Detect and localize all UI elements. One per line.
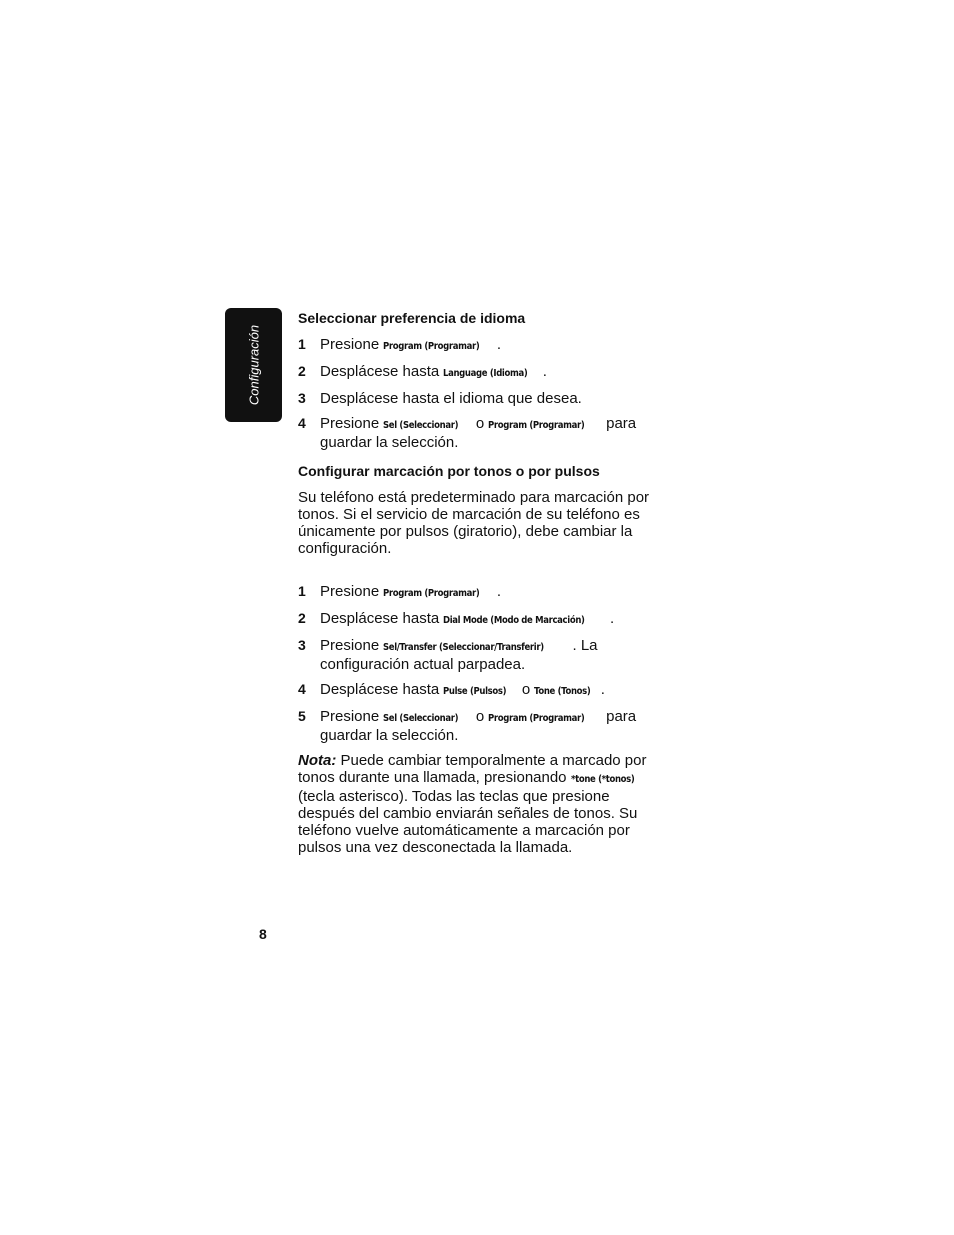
key-name: Language (Idioma): [443, 368, 528, 379]
step-number: 5: [298, 708, 306, 724]
step-text: Desplácese hasta: [320, 681, 444, 698]
step-text: Desplácese hasta el idioma que desea.: [320, 390, 582, 407]
step-number: 4: [298, 415, 306, 431]
step-item: [298, 681, 666, 700]
step-text: Desplácese hasta: [320, 363, 444, 380]
key-name: Program (Programar): [383, 588, 480, 599]
key-name: Sel/Transfer (Seleccionar/Transferir): [383, 642, 545, 653]
step-item: [298, 415, 666, 451]
step-text: para guardar la selección.: [320, 415, 637, 451]
key-name: Tone (Tonos): [534, 686, 591, 697]
step-number: 1: [298, 583, 306, 599]
note-text-post: (tecla asterisco). Todas las teclas que presione después del cambio enviarán señales de tonos. Su teléfono vuelve automáticamente a marcación por pulsos una vez desconectada la llamada.: [298, 788, 638, 856]
step-text: Presione: [320, 336, 384, 353]
step-number: 3: [298, 390, 306, 406]
key-name: Dial Mode (Modo de Marcación): [443, 615, 585, 626]
step-text: Desplácese hasta: [320, 610, 444, 627]
step-text: .: [496, 336, 502, 353]
step-item: [298, 336, 666, 355]
step-number: 2: [298, 363, 306, 379]
section-heading-dial-mode: Configurar marcación por tonos o por pulsos: [298, 463, 600, 479]
step-text: . La configuración actual parpadea.: [320, 637, 598, 673]
step-text: o: [471, 415, 489, 432]
section-heading-language: Seleccionar preferencia de idioma: [298, 310, 526, 326]
note-paragraph: [298, 752, 666, 856]
step-text: o: [471, 708, 489, 725]
note-text-pre: Puede cambiar temporalmente a marcado por tonos durante una llamada, presionando: [298, 752, 647, 786]
key-name: Sel (Seleccionar): [383, 713, 459, 724]
step-text: .: [496, 583, 502, 600]
step-text: .: [542, 363, 547, 380]
step-text: .: [600, 681, 605, 698]
key-name: Pulse (Pulsos): [443, 686, 507, 697]
dial-mode-steps-list: [298, 583, 666, 744]
step-item: [298, 583, 666, 602]
step-number: 2: [298, 610, 306, 626]
page-number: 8: [259, 926, 267, 942]
page-content: [298, 310, 666, 856]
step-number: 3: [298, 637, 306, 653]
language-steps-list: [298, 336, 666, 451]
step-item: [298, 708, 666, 744]
step-number: 1: [298, 336, 306, 352]
step-item: [298, 363, 666, 382]
step-number: 4: [298, 681, 306, 697]
step-text: .: [609, 610, 615, 627]
step-item: [298, 610, 666, 629]
section-side-tab: [225, 308, 282, 422]
key-name: Program (Programar): [488, 713, 585, 724]
note-label: Nota:: [298, 752, 337, 769]
step-item: [298, 637, 666, 673]
step-text: Presione: [320, 415, 384, 432]
step-text: o: [517, 681, 535, 698]
step-text: Presione: [320, 708, 384, 725]
key-name: Program (Programar): [488, 420, 585, 431]
step-text: Presione: [320, 637, 384, 654]
step-item: [298, 390, 666, 407]
key-name: Program (Programar): [383, 341, 480, 352]
dial-mode-intro: Su teléfono está predeterminado para marcación por tonos. Si el servicio de marcación de su teléfono es únicamente por pulsos (giratorio), debe cambiar la configuración.: [298, 489, 650, 557]
key-name: Sel (Seleccionar): [383, 420, 459, 431]
step-text: para guardar la selección.: [320, 708, 637, 744]
key-name: *tone (*tonos): [570, 774, 635, 785]
side-tab-label: Configuración: [246, 324, 261, 406]
step-text: Presione: [320, 583, 384, 600]
